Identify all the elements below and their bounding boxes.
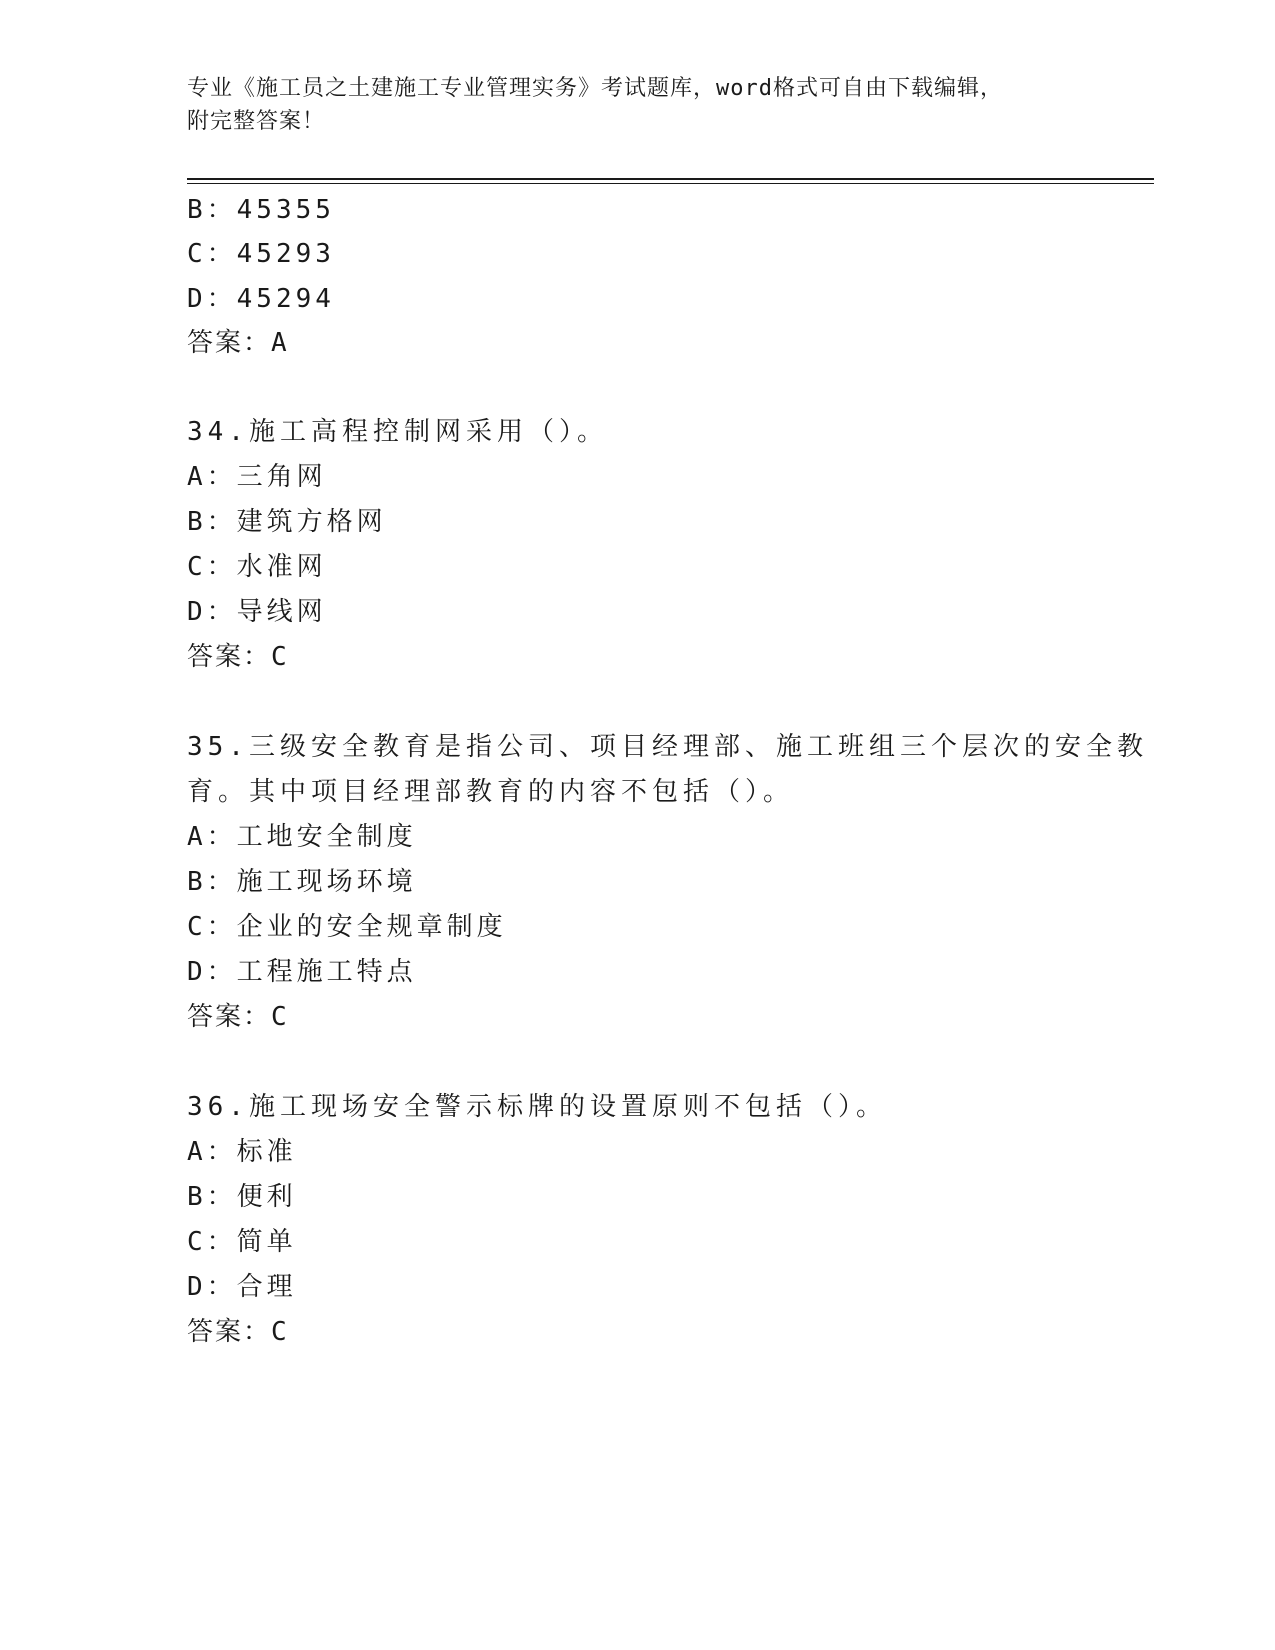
answer-line: 答案：C bbox=[187, 1002, 289, 1032]
option-c: C：水准网 bbox=[187, 552, 327, 582]
option-d: D：45294 bbox=[187, 284, 335, 314]
question-34-stem: 34.施工高程控制网采用（）。 bbox=[187, 417, 608, 447]
document-header bbox=[187, 72, 1087, 138]
option-a: A：标准 bbox=[187, 1137, 297, 1167]
answer-line: 答案：C bbox=[187, 642, 289, 672]
option-d: D：合理 bbox=[187, 1272, 297, 1302]
answer-line: 答案：A bbox=[187, 328, 289, 358]
option-a: A：三角网 bbox=[187, 462, 327, 492]
answer-line: 答案：C bbox=[187, 1317, 289, 1347]
header-line-2: 附完整答案！ bbox=[187, 109, 326, 134]
option-c: C：企业的安全规章制度 bbox=[187, 912, 507, 942]
option-c: C：简单 bbox=[187, 1227, 297, 1257]
header-divider-thick bbox=[187, 178, 1154, 180]
option-d: D：导线网 bbox=[187, 597, 327, 627]
header-divider-thin bbox=[187, 183, 1154, 184]
option-b: B：施工现场环境 bbox=[187, 867, 417, 897]
question-35-stem-line-1: 35.三级安全教育是指公司、项目经理部、施工班组三个层次的安全教 bbox=[187, 732, 1148, 762]
option-b: B：便利 bbox=[187, 1182, 297, 1212]
option-d: D：工程施工特点 bbox=[187, 957, 417, 987]
option-c: C：45293 bbox=[187, 239, 335, 269]
option-b: B：45355 bbox=[187, 195, 335, 225]
question-36-stem: 36.施工现场安全警示标牌的设置原则不包括（）。 bbox=[187, 1092, 887, 1122]
option-a: A：工地安全制度 bbox=[187, 822, 417, 852]
question-35-stem-line-2: 育。其中项目经理部教育的内容不包括（）。 bbox=[187, 777, 795, 807]
option-b: B：建筑方格网 bbox=[187, 507, 387, 537]
header-line-1: 专业《施工员之土建施工专业管理实务》考试题库，word格式可自由下载编辑， bbox=[187, 76, 1003, 101]
